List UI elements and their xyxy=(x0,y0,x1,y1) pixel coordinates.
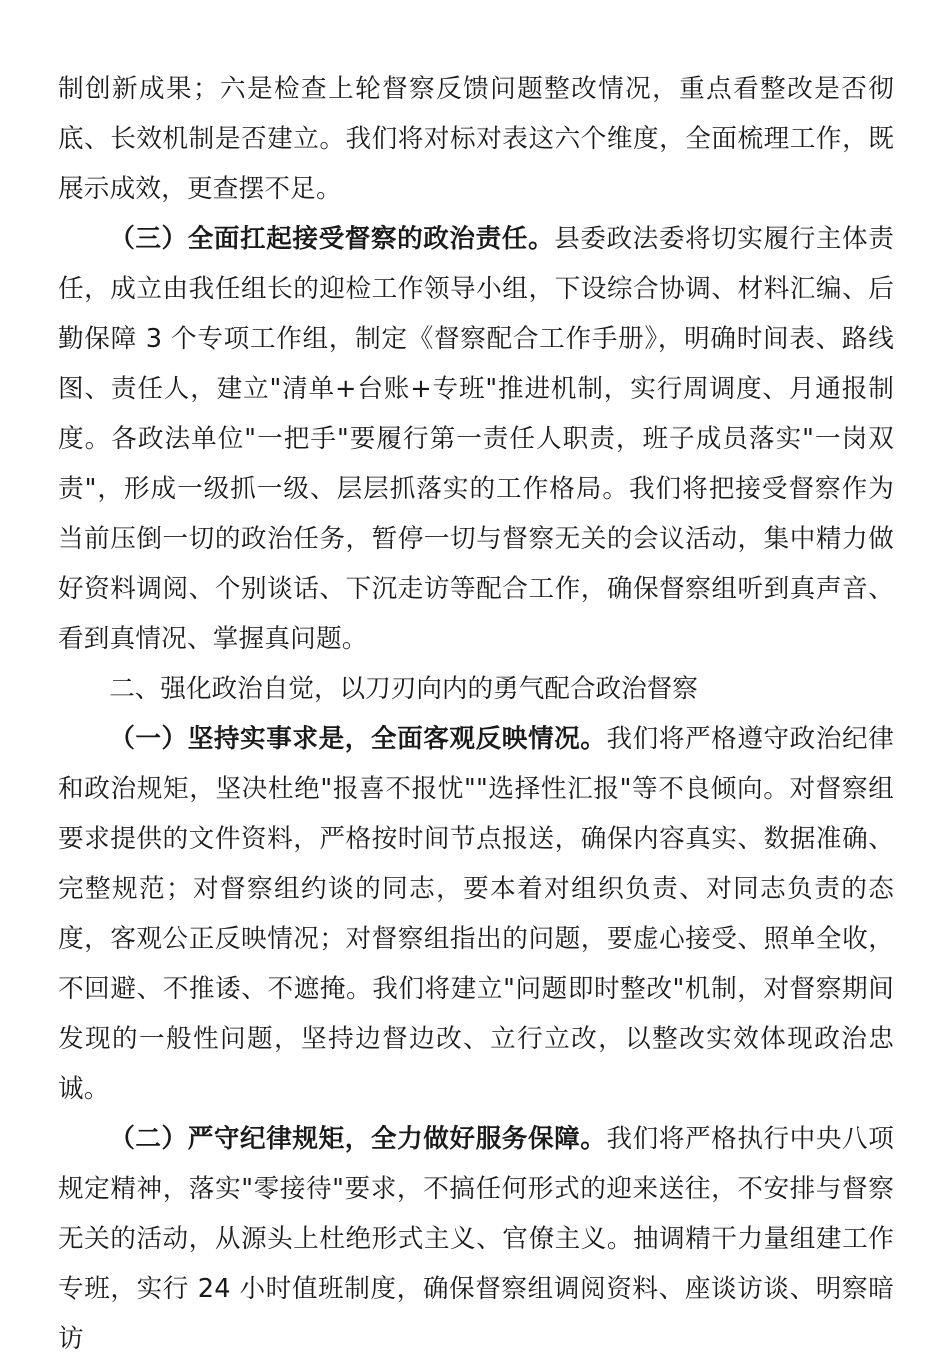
paragraph-seek-truth xyxy=(58,714,894,1114)
paragraph-lead: （三）全面扛起接受督察的政治责任。 xyxy=(109,224,555,254)
paragraph-continuation: 制创新成果；六是检查上轮督察反馈问题整改情况，重点看整改是否彻底、长效机制是否建立。我们将对标对表这六个维度，全面梳理工作，既展示成效，更查摆不足。 xyxy=(58,74,894,204)
paragraph-body: 我们将严格执行中央八项规定精神，落实"零接待"要求，不搞任何形式的迎来送往，不安排与督察无关的活动，从源头上杜绝形式主义、官僚主义。抽调精干力量组建工作专班，实行 24 小时值班制度，确保督察组调阅资料、座谈访谈、明察暗访 xyxy=(58,1124,894,1354)
paragraph-body: 我们将严格遵守政治纪律和政治规矩，坚决杜绝"报喜不报忧""选择性汇报"等不良倾向。对督察组要求提供的文件资料，严格按时间节点报送，确保内容真实、数据准确、完整规范；对督察组约谈的同志，要本着对组织负责、对同志负责的态度，客观公正反映情况；对督察组指出的问题，要虚心接受、照单全收，不回避、不推诿、不遮掩。我们将建立"问题即时整改"机制，对督察期间发现的一般性问题，坚持边督边改、立行立改，以整改实效体现政治忠诚。 xyxy=(58,724,894,1104)
document-page xyxy=(58,64,894,1364)
paragraph-lead: （一）坚持实事求是，全面客观反映情况。 xyxy=(109,724,607,754)
paragraph-lead: （二）严守纪律规矩，全力做好服务保障。 xyxy=(109,1124,607,1154)
paragraph-discipline xyxy=(58,1114,894,1364)
section-heading: 二、强化政治自觉，以刀刃向内的勇气配合政治督察 xyxy=(109,674,698,704)
paragraph-political-responsibility xyxy=(58,214,894,664)
paragraph-body: 县委政法委将切实履行主体责任，成立由我任组长的迎检工作领导小组，下设综合协调、材料汇编、后勤保障 3 个专项工作组，制定《督察配合工作手册》，明确时间表、路线图、责任人，建立"清单+台账+专班"推进机制，实行周调度、月通报制度。各政法单位"一把手"要履行第一责任人职责，班子成员落实"一岗双责"，形成一级抓一级、层层抓落实的工作格局。我们将把接受督察作为当前压倒一切的政治任务，暂停一切与督察无关的会议活动，集中精力做好资料调阅、个别谈话、下沉走访等配合工作，确保督察组听到真声音、看到真情况、掌握真问题。 xyxy=(58,224,894,654)
